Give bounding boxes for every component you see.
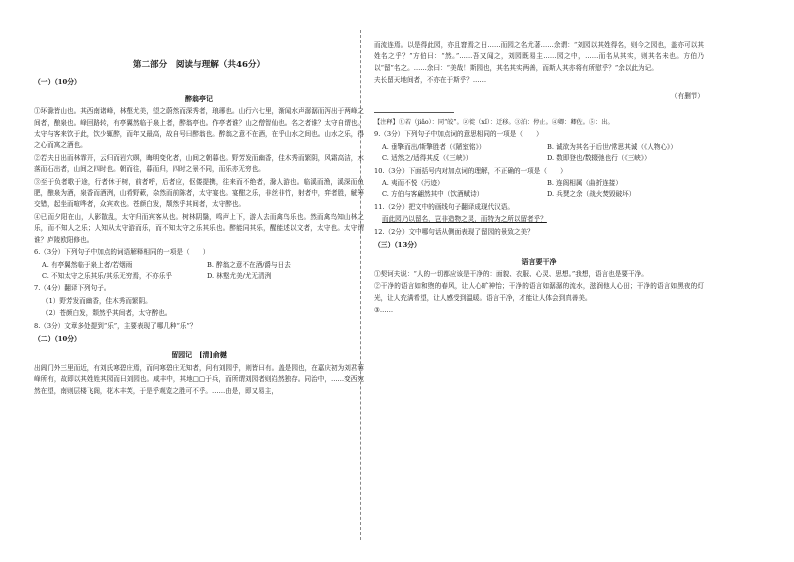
option: B. 醉翁之意不在酒/爵与日去	[207, 260, 291, 269]
text1-title: 醉翁亭记	[185, 93, 213, 103]
option: C. 适然之/适得其反（《三峡》）	[382, 154, 473, 163]
text1-para: ②若夫日出而林霏开，云归而岩穴暝，晦明变化者，山间之朝暮也。野芳发而幽香，佳木秀而繁阴，风霜高洁，水落而石出者，山间之四时也。朝而往，暮而归，四时之景不同，而乐亦无穷也。	[34, 153, 364, 174]
text1-para: ③至于负者歌于途，行者休于树，前者呼，后者应，伛偻提携，往来而不绝者，滁人游也。临溪而渔，溪深而鱼肥，酿泉为酒，泉香而酒洌，山肴野蔌，杂然而前陈者，太守宴也。宴酣之乐，非丝非竹，射者中，弈者胜，觥筹交错，起坐而喧哗者，众宾欢也。苍颜白发，颓然乎其间者，太守醉也。	[34, 177, 364, 209]
question-7-item: （2）苍颜白发，颓然乎其间者，太守醉也。	[42, 309, 172, 318]
option: B. 连阁相属（曲折连接）	[547, 179, 622, 188]
question-11: 11.（2分）把文中的画线句子翻译成现代汉语。	[374, 202, 514, 211]
section-3-heading: （三）（13分）	[374, 241, 421, 250]
question-6: 6.（3分）下列句子中加点的词语解释相同的一项是（ ）	[34, 248, 210, 257]
question-9: 9.（3分）下列句子中加点词的意思相同的一项是（ ）	[374, 130, 543, 139]
question-10: 10.（3分）下面括号内对加点词的理解，不正确的一项是（ ）	[374, 166, 567, 175]
option: D. 数即登也/数辍弛也行（《三峡》）	[547, 154, 651, 163]
question-8: 8.（3分）文章多处提到“乐”，主要表现了哪几种“乐”？	[34, 321, 197, 330]
question-9-options	[382, 142, 704, 165]
annotation: 【注释】①若（jiǎo）：同“皎”。②徙（xǐ）：迁移。③泊：停止。④卿：卿佐。⑤：出。	[374, 119, 614, 127]
question-11-sentence: 而此园乃以留名，岂非造物之灵，而特为之所以留者乎？	[382, 215, 547, 224]
question-10-options	[382, 178, 704, 201]
text2-title: 留园记 [清]俞樾	[171, 350, 227, 360]
text2-para: 而流连焉。以是得此园，亦且窘焉之日……而园之名尤著……余谓：“刘园以其姓得名，则今之园也，盖亦可以其姓名之乎？”方伯曰：“然。”……吾又闻之，刘园既易主……园之中，……而名从其实，则其名未也。方伯乃以“留”名之。……余曰：“美哉！斯园也，其名其实两善，而斯人其亦将有所慰乎？”余以此为记。	[374, 41, 704, 72]
option: A. 夷而不悦（污迹）	[382, 179, 444, 188]
source-note: （有删节）	[671, 91, 704, 100]
option: B. 诚欲为其名于后世/常思其诚（《人物心》）	[547, 142, 677, 151]
option: A. 垂擎而出/斯擎胜者（《陋室铭》）	[382, 142, 486, 151]
text1-para: ①环滁皆山也。其西南诸峰，林壑尤美，望之蔚然而深秀者，琅琊也。山行六七里，渐闻水声潺潺而泻出于两峰之间者，酿泉也。峰回路转，有亭翼然临于泉上者，醉翁亭也。作亭者谁？山之僧智仙也。名之者谁？太守自谓也。太守与客来饮于此，饮少辄醉，而年又最高，故自号曰醉翁也。醉翁之意不在酒，在乎山水之间也。山水之乐，得之心而寓之酒也。	[34, 107, 364, 150]
text2-para: 出阊门外三里而近，有刘氏寒碧庄焉，而问寒碧庄无知者，问有刘园乎，则皆曰有。盖是园也，在嘉庆初为刘君蓉峰所有，故即以其姓姓其园而曰刘园也。咸丰中，其地□□于兵，而所谓刘园者则岿然独存。同治中，……变西宛然在望，南则层楼飞阁，花木丰芙，于是乎观览之胜可不乎。……由是，即又易主，	[34, 363, 364, 395]
section-1-heading: （一）（10分）	[34, 78, 81, 87]
text3-title: 语言要干净	[521, 256, 557, 266]
note-rule	[374, 112, 454, 113]
option: D. 兵燹之余（战火焚毁破坏）	[547, 190, 636, 199]
left-column	[34, 40, 364, 398]
part-title: 第二部分 阅读与理解（共46分）	[132, 60, 266, 70]
question-12: 12.（2分）文中哪句话从侧面表现了留园的景致之美？	[374, 227, 534, 236]
question-7: 7.（4分）翻译下列句子。	[34, 284, 111, 293]
option: C. 不知太守之乐其乐/其乐无穷焉，不亦乐乎	[42, 271, 172, 280]
option: A. 有亭翼然临于泉上者/若烟雨	[42, 260, 133, 269]
text3-para: ③……	[374, 306, 394, 315]
text3-para: ①契诃夫说：“人的一切都应该是干净的：面貌、衣服、心灵、思想。”我想，语言也是要干净。	[374, 269, 648, 278]
question-7-item: （1）野芳发而幽香，佳木秀而繁阴。	[42, 296, 152, 305]
text1-para: ④已而夕阳在山，人影散乱，太守归而宾客从也。树林阴翳，鸣声上下，游人去而禽鸟乐也。然而禽鸟知山林之乐，而不知人之乐；人知从太守游而乐，而不知太守之乐其乐也。醉能同其乐，醒能述以文者，太守也。太守谓谁？庐陵欧阳修也。	[34, 212, 364, 244]
text2-para: 夫长留天地间者，不亦在于斯乎？……	[374, 76, 487, 85]
option: D. 林壑尤美/尤无清洌	[207, 271, 272, 280]
section-2-heading: （二）（10分）	[34, 334, 81, 343]
right-column	[374, 40, 704, 318]
option: C. 方伯与客翩然其中（饮酒赋诗）	[382, 190, 484, 199]
question-6-options	[42, 260, 364, 283]
text3-para: ②干净的语言如和煦的春风，让人心旷神怡；干净的语言如潺潺的流水，滋润他人心田；干净的语言如黑夜的灯光，让人充满希望，让人感受到温暖。语言干净，才能让人体会到真善美。	[374, 282, 704, 302]
